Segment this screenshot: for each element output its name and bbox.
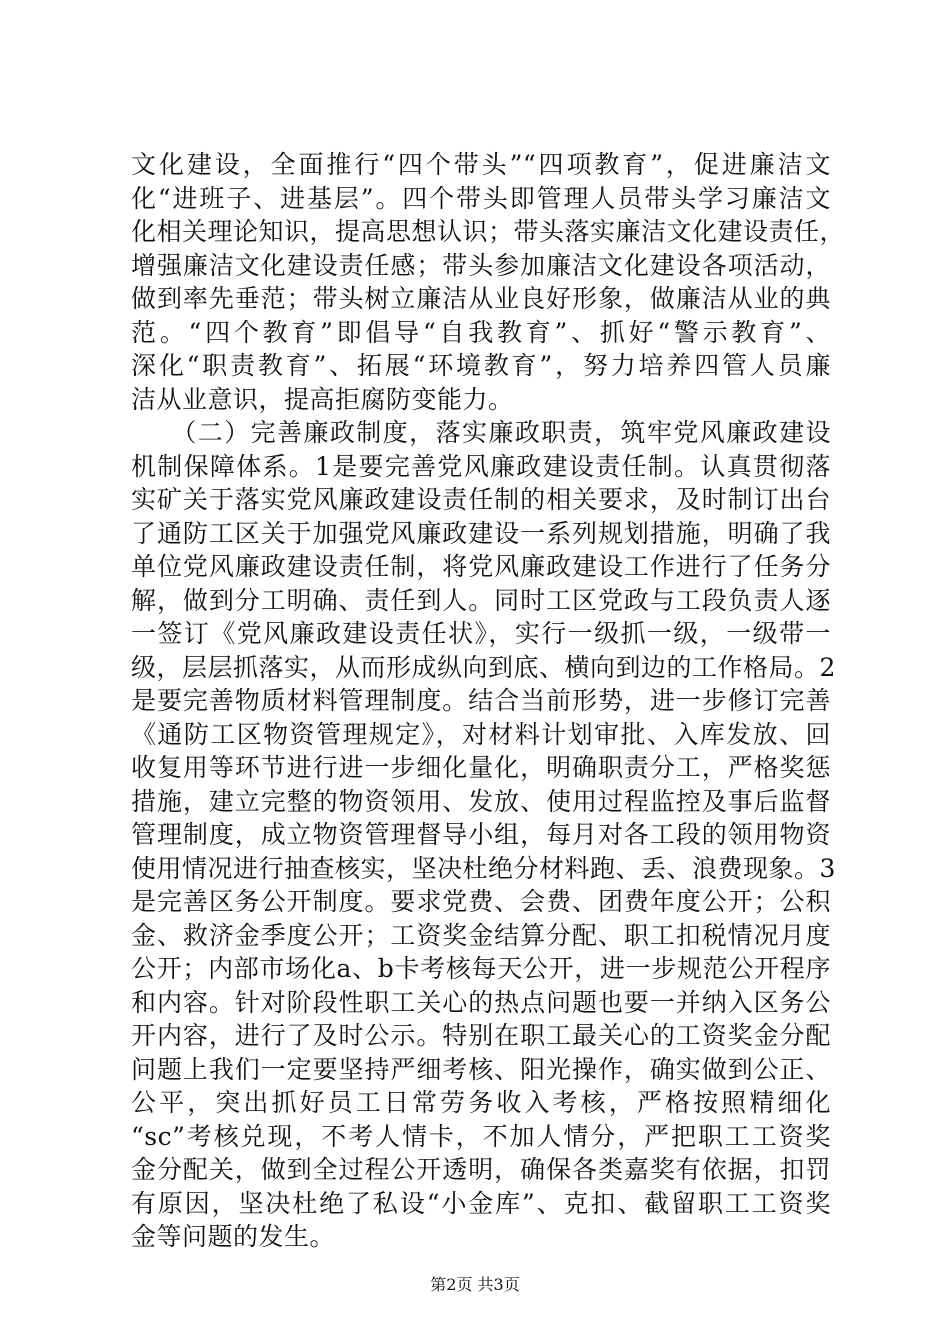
page-footer: 第2页 共3页 bbox=[430, 1275, 520, 1294]
document-body bbox=[131, 148, 846, 1254]
body-text-line: 公开；内部市场化a、b卡考核每天公开，进一步规范公开程序 bbox=[131, 954, 831, 983]
body-text-line: 措施，建立完整的物资领用、发放、使用过程监控及事后监督 bbox=[131, 786, 831, 816]
body-text-line: 使用情况进行抽查核实，坚决杜绝分材料跑、丢、浪费现象。3 bbox=[131, 853, 836, 883]
body-text-line: 开内容，进行了及时公示。特别在职工最关心的工资奖金分配 bbox=[131, 1021, 831, 1050]
body-text-line: 化相关理论知识，提高思想认识；带头落实廉洁文化建设责任， bbox=[131, 217, 846, 246]
body-text-line: 公平，突出抓好员工日常劳务收入考核，严格按照精细化 bbox=[131, 1088, 831, 1117]
body-text-line: 是完善区务公开制度。要求党费、会费、团费年度公开；公积 bbox=[131, 887, 831, 916]
body-text-line: 收复用等环节进行进一步细化量化，明确职责分工，严格奖惩 bbox=[131, 753, 831, 782]
body-text-line: 深化“职责教育”、拓展“环境教育”，努力培养四管人员廉 bbox=[131, 351, 831, 380]
body-text-line: 金等问题的发生。 bbox=[131, 1222, 336, 1251]
body-text-line: （二）完善廉政制度，落实廉政职责，筑牢党风廉政建设 bbox=[131, 418, 831, 447]
body-text-line: 做到率先垂范；带头树立廉洁从业良好形象，做廉洁从业的典 bbox=[131, 284, 831, 313]
body-text-line: 实矿关于落实党风廉政建设责任制的相关要求，及时制订出台 bbox=[131, 485, 831, 514]
body-text-line: “sc”考核兑现，不考人情卡，不加人情分，严把职工工资奖 bbox=[131, 1121, 831, 1151]
body-text-line: 管理制度，成立物资管理督导小组，每月对各工段的领用物资 bbox=[131, 820, 831, 849]
body-text-line: 解，做到分工明确、责任到人。同时工区党政与工段负责人逐 bbox=[131, 585, 831, 615]
body-text-line: 金、救济金季度公开；工资奖金结算分配、职工扣税情况月度 bbox=[131, 920, 831, 950]
body-text-line: 化“进班子、进基层”。四个带头即管理人员带头学习廉洁文 bbox=[131, 183, 831, 213]
body-text-line: 洁从业意识，提高拒腐防变能力。 bbox=[131, 384, 514, 414]
body-text-line: 文化建设，全面推行“四个带头”“四项教育”，促进廉洁文 bbox=[131, 150, 831, 179]
body-text-line: 《通防工区物资管理规定》，对材料计划审批、入库发放、回 bbox=[131, 719, 831, 749]
body-text-line: 范。“四个教育”即倡导“自我教育”、抓好“警示教育”、 bbox=[131, 317, 831, 347]
body-text-line: 问题上我们一定要坚持严细考核、阳光操作，确实做到公正、 bbox=[131, 1054, 831, 1084]
body-text-line: 增强廉洁文化建设责任感；带头参加廉洁文化建设各项活动， bbox=[131, 250, 831, 280]
body-text-line: 一签订《党风廉政建设责任状》，实行一级抓一级，一级带一 bbox=[131, 619, 831, 648]
body-text-line: 金分配关，做到全过程公开透明，确保各类嘉奖有依据，扣罚 bbox=[131, 1155, 831, 1184]
body-text-line: 和内容。针对阶段性职工关心的热点问题也要一并纳入区务公 bbox=[131, 987, 831, 1017]
body-text-line: 级，层层抓落实，从而形成纵向到底、横向到边的工作格局。2 bbox=[131, 652, 836, 682]
body-text-line: 有原因，坚决杜绝了私设“小金库”、克扣、截留职工工资奖 bbox=[131, 1188, 831, 1218]
body-text-line: 是要完善物质材料管理制度。结合当前形势，进一步修订完善 bbox=[131, 686, 831, 715]
body-text-line: 单位党风廉政建设责任制，将党风廉政建设工作进行了任务分 bbox=[131, 552, 831, 581]
body-text-line: 了通防工区关于加强党风廉政建设一系列规划措施，明确了我 bbox=[131, 518, 831, 548]
body-text-line: 机制保障体系。1是要完善党风廉政建设责任制。认真贯彻落 bbox=[131, 451, 831, 481]
